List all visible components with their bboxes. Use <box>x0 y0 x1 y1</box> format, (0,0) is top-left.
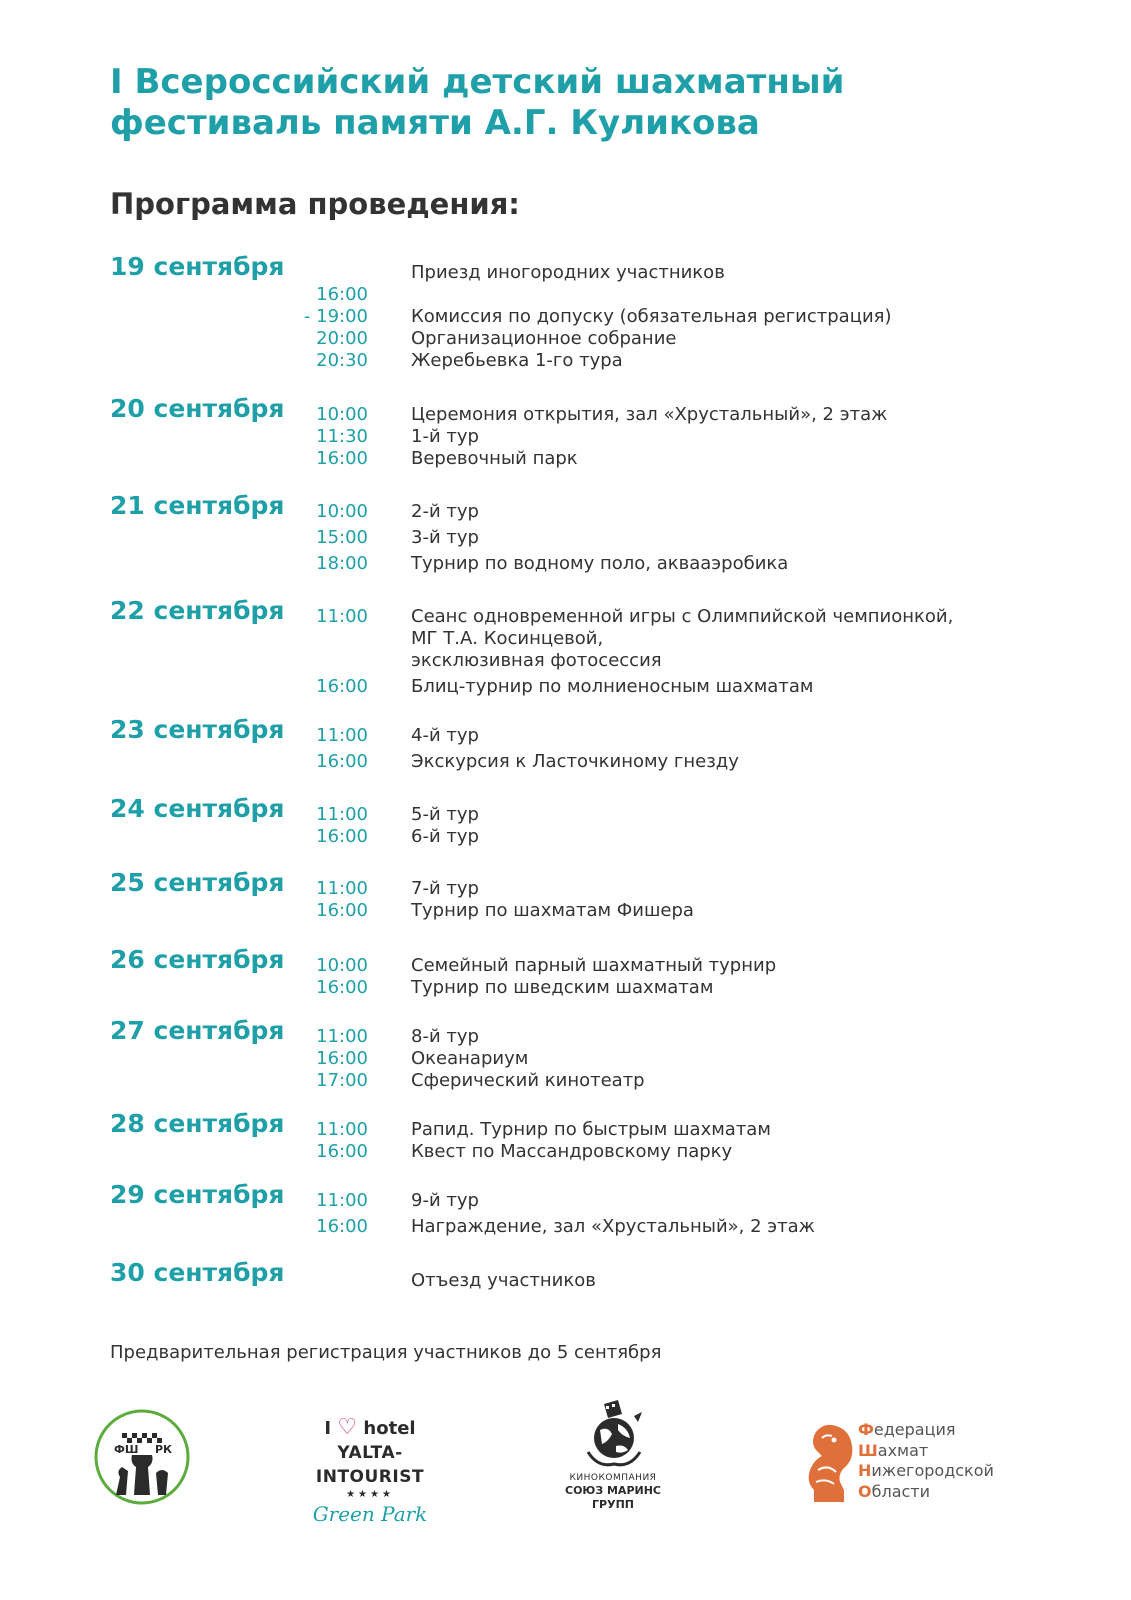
event-activity: 8-й тур <box>411 1026 479 1047</box>
schedule-date: 23 сентября <box>110 715 285 744</box>
fshrk-logo <box>92 1407 192 1507</box>
event-activity: 6-й тур <box>411 826 479 847</box>
schedule-event <box>0 328 1131 350</box>
event-activity: Награждение, зал «Хрустальный», 2 этаж <box>411 1216 815 1237</box>
schedule-event <box>0 553 1131 575</box>
event-time: 15:00 <box>316 527 368 548</box>
event-time: 16:00 <box>316 751 368 772</box>
schedule-event <box>0 1119 1131 1141</box>
event-activity: МГ Т.А. Косинцевой, <box>411 628 604 649</box>
chess-club-emblem-icon <box>92 1407 192 1507</box>
hotel-logo-green-park: Green Park <box>312 1502 428 1526</box>
event-activity: Церемония открытия, зал «Хрустальный», 2 этаж <box>411 404 888 425</box>
event-time: 11:00 <box>316 606 368 627</box>
event-activity: 1-й тур <box>411 426 479 447</box>
schedule-event <box>0 900 1131 922</box>
event-activity: Турнир по водному поло, аквааэробика <box>411 553 789 574</box>
event-time: 16:00 <box>316 284 368 305</box>
schedule-date: 20 сентября <box>110 394 285 423</box>
globe-anchor-icon <box>578 1392 648 1472</box>
event-time: 20:00 <box>316 328 368 349</box>
svg-text:ФШ: ФШ <box>114 1443 139 1456</box>
event-time: 16:00 <box>316 1048 368 1069</box>
schedule-date: 30 сентября <box>110 1258 285 1287</box>
event-activity: Отъезд участников <box>411 1270 596 1291</box>
event-time: 16:00 <box>316 1216 368 1237</box>
schedule-date: 22 сентября <box>110 596 285 625</box>
film-company-logo <box>548 1392 678 1512</box>
schedule-event <box>0 404 1131 426</box>
event-activity: Семейный парный шахматный турнир <box>411 955 777 976</box>
event-activity: Квест по Массандровскому парку <box>411 1141 733 1162</box>
event-time: 16:00 <box>316 676 368 697</box>
federation-name-line: Области <box>858 1481 931 1501</box>
event-time: 17:00 <box>316 1070 368 1091</box>
schedule-event <box>0 878 1131 900</box>
hotel-logo <box>290 1416 450 1527</box>
schedule-date: 26 сентября <box>110 945 285 974</box>
schedule-date: 27 сентября <box>110 1016 285 1045</box>
schedule-event <box>0 426 1131 448</box>
event-time: 10:00 <box>316 501 368 522</box>
event-time: 20:30 <box>316 350 368 371</box>
event-time: 11:00 <box>316 1119 368 1140</box>
event-activity: Блиц-турнир по молниеносным шахматам <box>411 676 814 697</box>
schedule-event <box>0 1141 1131 1163</box>
schedule-event <box>0 650 1131 672</box>
event-activity: Веревочный парк <box>411 448 578 469</box>
federation-name-line: Нижегородской <box>858 1461 994 1480</box>
hotel-logo-word: hotel <box>363 1418 416 1439</box>
schedule-event <box>0 804 1131 826</box>
schedule-date: 19 сентября <box>110 252 285 281</box>
event-activity: 3-й тур <box>411 527 479 548</box>
schedule-event <box>0 977 1131 999</box>
event-activity: 5-й тур <box>411 804 479 825</box>
hotel-logo-stars: ★★★★ <box>346 1489 394 1500</box>
event-activity: Турнир по шведским шахматам <box>411 977 714 998</box>
schedule-event <box>0 628 1131 650</box>
schedule-event <box>0 826 1131 848</box>
event-time: 10:00 <box>316 955 368 976</box>
federation-name-line: Шахмат <box>858 1440 929 1460</box>
schedule-event <box>0 350 1131 372</box>
event-time: 11:00 <box>316 1190 368 1211</box>
event-activity: 9-й тур <box>411 1190 479 1211</box>
event-activity: Экскурсия к Ласточкиному гнезду <box>411 751 739 772</box>
schedule-event <box>0 1026 1131 1048</box>
event-activity: эксклюзивная фотосессия <box>411 650 662 671</box>
svg-text:РК: РК <box>155 1443 173 1456</box>
event-activity: Турнир по шахматам Фишера <box>411 900 694 921</box>
event-time: 16:00 <box>316 1141 368 1162</box>
event-activity: 2-й тур <box>411 501 479 522</box>
event-activity: Сферический кинотеатр <box>411 1070 645 1091</box>
schedule-event <box>0 751 1131 773</box>
schedule-event <box>0 725 1131 747</box>
event-time: - 19:00 <box>303 306 368 327</box>
event-time: 11:00 <box>316 804 368 825</box>
registration-note: Предварительная регистрация участников до 5 сентября <box>110 1342 662 1363</box>
schedule-event <box>0 676 1131 698</box>
program-heading: Программа проведения: <box>110 187 520 221</box>
schedule-event <box>0 955 1131 977</box>
schedule-event <box>0 1070 1131 1092</box>
hotel-logo-name: YALTA-INTOURIST <box>315 1443 425 1487</box>
chess-knight-icon <box>800 1420 856 1504</box>
event-time: 16:00 <box>316 448 368 469</box>
heart-icon: ♡ <box>337 1415 358 1440</box>
event-activity: Океанариум <box>411 1048 529 1069</box>
event-activity: 7-й тур <box>411 878 479 899</box>
page-title: I Всероссийский детский шахматный фестиваль памяти А.Г. Куликова <box>110 62 845 143</box>
event-activity: Комиссия по допуску (обязательная регистрация) <box>411 306 892 327</box>
schedule-date: 29 сентября <box>110 1180 285 1209</box>
federation-logo <box>800 1420 1020 1504</box>
schedule-event <box>0 606 1131 628</box>
event-activity: Организационное собрание <box>411 328 677 349</box>
schedule-event <box>0 527 1131 549</box>
schedule-date: 21 сентября <box>110 491 285 520</box>
event-time: 10:00 <box>316 404 368 425</box>
event-time: 11:00 <box>316 878 368 899</box>
schedule-event <box>0 1270 1131 1292</box>
schedule-date: 28 сентября <box>110 1109 285 1138</box>
event-time: 16:00 <box>316 826 368 847</box>
event-time: 11:00 <box>316 725 368 746</box>
film-company-caption: КИНОКОМПАНИЯ <box>569 1473 657 1483</box>
schedule-event <box>0 1190 1131 1212</box>
event-activity: 4-й тур <box>411 725 479 746</box>
event-activity: Приезд иногородних участников <box>411 262 725 283</box>
event-activity: Жеребьевка 1-го тура <box>411 350 623 371</box>
film-company-name: СОЮЗ МАРИНС ГРУПП <box>565 1484 661 1511</box>
hotel-logo-i: I <box>324 1418 332 1439</box>
schedule-event <box>0 284 1131 306</box>
event-time: 11:30 <box>316 426 368 447</box>
schedule-event <box>0 1048 1131 1070</box>
schedule-event <box>0 306 1131 328</box>
federation-name <box>858 1420 994 1502</box>
schedule-event <box>0 501 1131 523</box>
event-time: 16:00 <box>316 977 368 998</box>
event-time: 11:00 <box>316 1026 368 1047</box>
event-time: 18:00 <box>316 553 368 574</box>
schedule-event <box>0 1216 1131 1238</box>
event-activity: Сеанс одновременной игры с Олимпийской чемпионкой, <box>411 606 954 627</box>
schedule-event <box>0 262 1131 284</box>
event-activity: Рапид. Турнир по быстрым шахматам <box>411 1119 771 1140</box>
federation-name-line: Федерация <box>858 1420 956 1439</box>
schedule-date: 25 сентября <box>110 868 285 897</box>
schedule-date: 24 сентября <box>110 794 285 823</box>
event-time: 16:00 <box>316 900 368 921</box>
schedule-event <box>0 448 1131 470</box>
